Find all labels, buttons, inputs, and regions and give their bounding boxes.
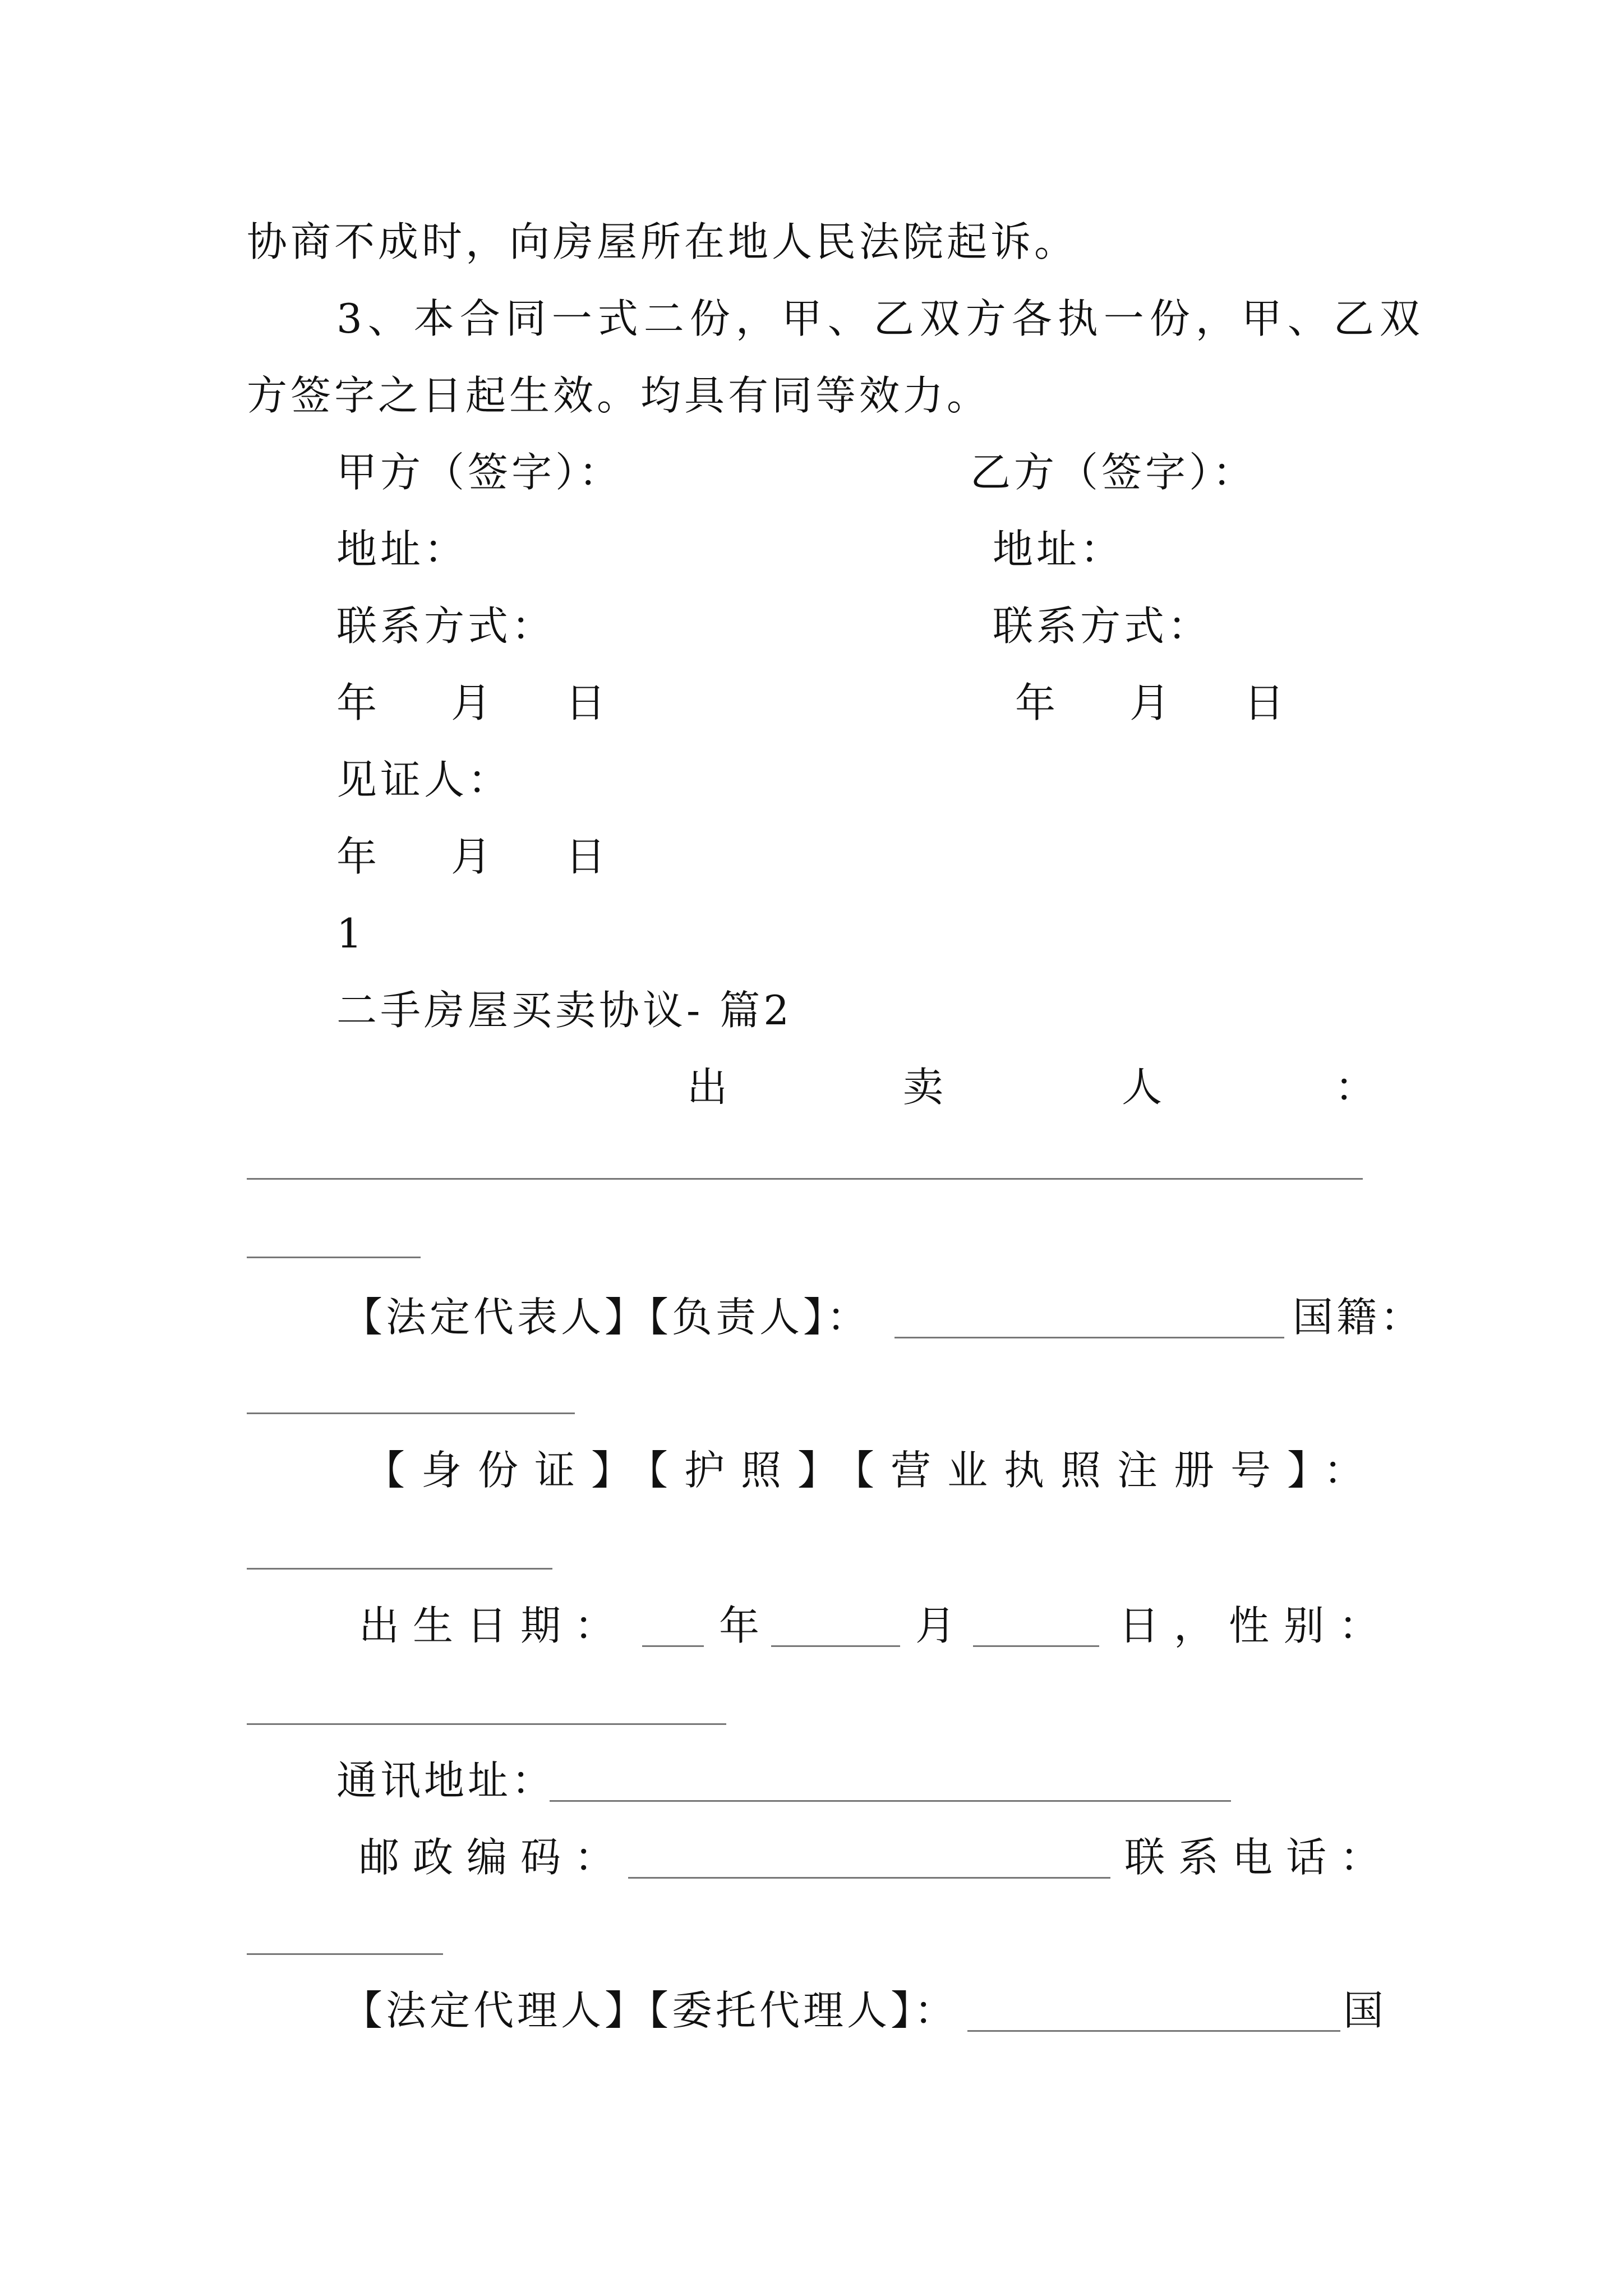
witness-date: 年 月 日 bbox=[336, 833, 623, 880]
legal-rep-label: 【法定代表人】【负责人】： bbox=[342, 1294, 871, 1341]
party-a-date: 年 月 日 bbox=[336, 679, 623, 726]
phone-underline bbox=[247, 1953, 443, 1955]
birth-month-underline bbox=[771, 1645, 900, 1647]
day-sex-label: 日，性别： bbox=[1119, 1602, 1394, 1649]
party-b-date: 年 月 日 bbox=[1015, 679, 1302, 726]
agent-nationality-label: 国 bbox=[1343, 1987, 1387, 2034]
seller-label-char: 人 bbox=[1122, 1064, 1166, 1111]
party-a-contact-label: 联系方式： bbox=[336, 602, 556, 650]
paragraph-line: 协商不成时，向房屋所在地人民法院起诉。 bbox=[247, 218, 1078, 265]
seller-label-char: ： bbox=[1335, 1064, 1379, 1111]
legal-rep-underline bbox=[895, 1337, 1284, 1338]
postcode-label: 邮政编码： bbox=[359, 1834, 629, 1881]
nationality-label: 国籍： bbox=[1293, 1294, 1424, 1341]
birth-day-underline bbox=[973, 1645, 1099, 1647]
mailing-address-underline bbox=[550, 1800, 1231, 1802]
party-a-address-label: 地址： bbox=[336, 526, 468, 573]
party-b-contact-label: 联系方式： bbox=[993, 602, 1212, 650]
month-label: 月 bbox=[915, 1602, 960, 1649]
mailing-address-label: 通讯地址： bbox=[336, 1757, 556, 1804]
paragraph-line: 3、本合同一式二份，甲、乙双方各执一份，甲、乙双 bbox=[336, 295, 1426, 342]
sex-underline bbox=[247, 1723, 726, 1725]
birth-date-label: 出生日期： bbox=[359, 1602, 629, 1649]
agent-underline bbox=[967, 2030, 1340, 2032]
party-a-signature-label: 甲方（签字）： bbox=[336, 449, 623, 496]
seller-name-underline bbox=[247, 1178, 1363, 1180]
paragraph-line: 方签字之日起生效。均具有同等效力。 bbox=[247, 372, 991, 419]
postcode-underline bbox=[628, 1877, 1110, 1879]
agent-label: 【法定代理人】【委托代理人】： bbox=[342, 1987, 958, 2034]
seller-name-underline bbox=[247, 1257, 421, 1258]
phone-label: 联系电话： bbox=[1124, 1834, 1394, 1881]
party-b-signature-label: 乙方（签字）： bbox=[970, 449, 1257, 496]
id-number-underline bbox=[247, 1568, 552, 1570]
birth-year-underline bbox=[642, 1645, 704, 1647]
seller-label-char: 出 bbox=[687, 1064, 731, 1111]
party-b-address-label: 地址： bbox=[993, 526, 1124, 573]
section-title: 二手房屋买卖协议- 篇2 bbox=[336, 987, 793, 1034]
nationality-underline bbox=[247, 1412, 575, 1414]
id-type-label: 【身份证】【护照】【营业执照注册号】： bbox=[365, 1447, 1381, 1494]
page-number: 1 bbox=[336, 910, 366, 957]
seller-label-char: 卖 bbox=[903, 1064, 947, 1111]
year-label: 年 bbox=[719, 1602, 763, 1649]
witness-label: 见证人： bbox=[336, 756, 512, 803]
